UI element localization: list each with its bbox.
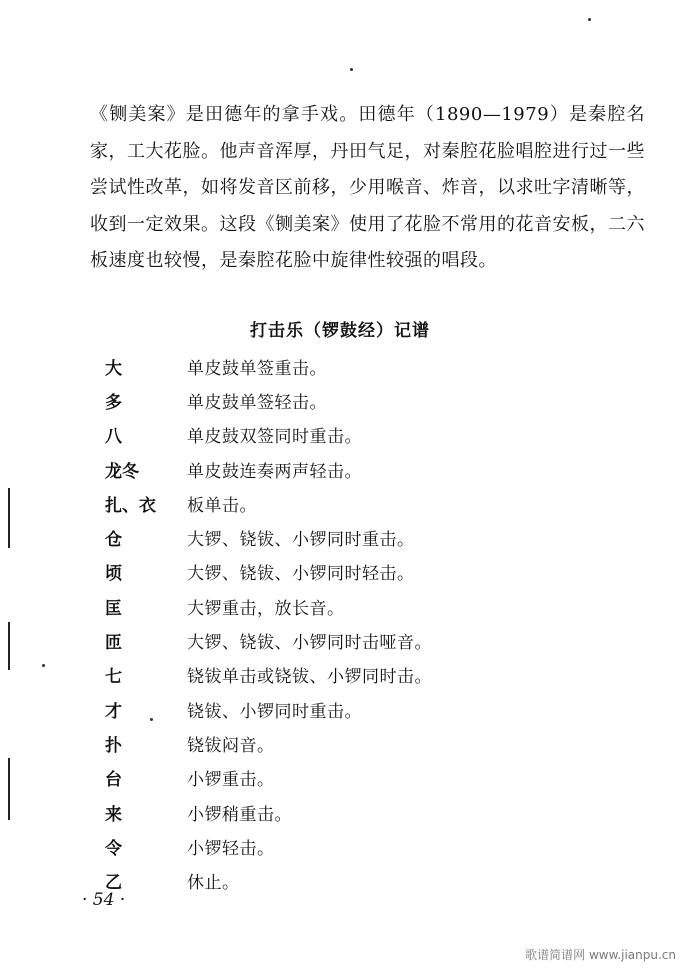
section-title: 打击乐（锣鼓经）记谱 <box>250 321 430 341</box>
scan-margin-mark <box>8 622 10 670</box>
legend-desc: 单皮鼓连奏两声轻击。 <box>187 461 362 482</box>
legend-row <box>105 555 525 589</box>
page-number: · 54 · <box>82 890 126 910</box>
legend-desc: 大锣重击，放长音。 <box>187 598 345 619</box>
legend-row <box>105 795 525 829</box>
legend-row <box>105 658 525 692</box>
legend-term: 令 <box>105 838 122 859</box>
legend-row <box>105 520 525 554</box>
legend-term: 乙 <box>105 873 122 894</box>
legend-term: 匡 <box>105 598 122 619</box>
legend-row <box>105 863 525 897</box>
legend-desc: 单皮鼓双签同时重击。 <box>187 427 362 448</box>
legend-desc: 单皮鼓单签轻击。 <box>187 392 327 413</box>
legend-term: 多 <box>105 392 122 413</box>
legend-term: 顷 <box>105 564 122 585</box>
legend-term: 大 <box>105 358 122 379</box>
legend-desc: 大锣、铙钹、小锣同时轻击。 <box>187 564 415 585</box>
legend-term: 扎、衣 <box>105 495 156 516</box>
legend-term: 龙冬 <box>105 461 139 482</box>
legend-term: 匝 <box>105 633 122 654</box>
intro-paragraph: 《铡美案》是田德年的拿手戏。田德年（1890—1979）是秦腔名家，工大花脸。他声音浑厚，丹田气足，对秦腔花脸唱腔进行过一些尝试性改革，如将发音区前移，少用喉音、炸音，以求吐字清晰等，收到一定效果。这段《铡美案》使用了花脸不常用的花音安板，二六板速度也较慢，是秦腔花脸中旋律性较强的唱段。 <box>90 104 645 271</box>
legend-row <box>105 623 525 657</box>
legend-desc: 铙钹闷音。 <box>187 735 275 756</box>
scan-margin-mark <box>8 758 10 820</box>
legend-term: 七 <box>105 667 122 688</box>
legend-row <box>105 383 525 417</box>
legend-desc: 铙钹单击或铙钹、小锣同时击。 <box>187 667 432 688</box>
legend-row <box>105 761 525 795</box>
legend-row <box>105 452 525 486</box>
watermark: 歌谱简谱网 www.jianpu.cn <box>525 948 676 962</box>
percussion-legend <box>105 349 525 898</box>
legend-row <box>105 829 525 863</box>
legend-term: 仓 <box>105 530 122 551</box>
scan-speck <box>588 18 591 21</box>
legend-row <box>105 349 525 383</box>
legend-desc: 小锣重击。 <box>187 770 275 791</box>
legend-term: 台 <box>105 770 122 791</box>
legend-desc: 大锣、铙钹、小锣同时重击。 <box>187 530 415 551</box>
scan-speck <box>150 718 153 721</box>
legend-desc: 休止。 <box>187 873 240 894</box>
scan-speck <box>350 68 353 71</box>
legend-row <box>105 692 525 726</box>
legend-term: 才 <box>105 701 122 722</box>
legend-desc: 小锣稍重击。 <box>187 804 292 825</box>
scan-margin-mark <box>8 488 10 548</box>
legend-desc: 板单击。 <box>187 495 257 516</box>
legend-term: 扑 <box>105 735 122 756</box>
legend-desc: 铙钹、小锣同时重击。 <box>187 701 362 722</box>
legend-row <box>105 418 525 452</box>
legend-row <box>105 589 525 623</box>
legend-desc: 小锣轻击。 <box>187 838 275 859</box>
legend-row <box>105 726 525 760</box>
legend-desc: 单皮鼓单签重击。 <box>187 358 327 379</box>
scan-speck <box>42 664 45 667</box>
legend-desc: 大锣、铙钹、小锣同时击哑音。 <box>187 633 432 654</box>
legend-term: 八 <box>105 427 122 448</box>
legend-row <box>105 486 525 520</box>
legend-term: 来 <box>105 804 122 825</box>
